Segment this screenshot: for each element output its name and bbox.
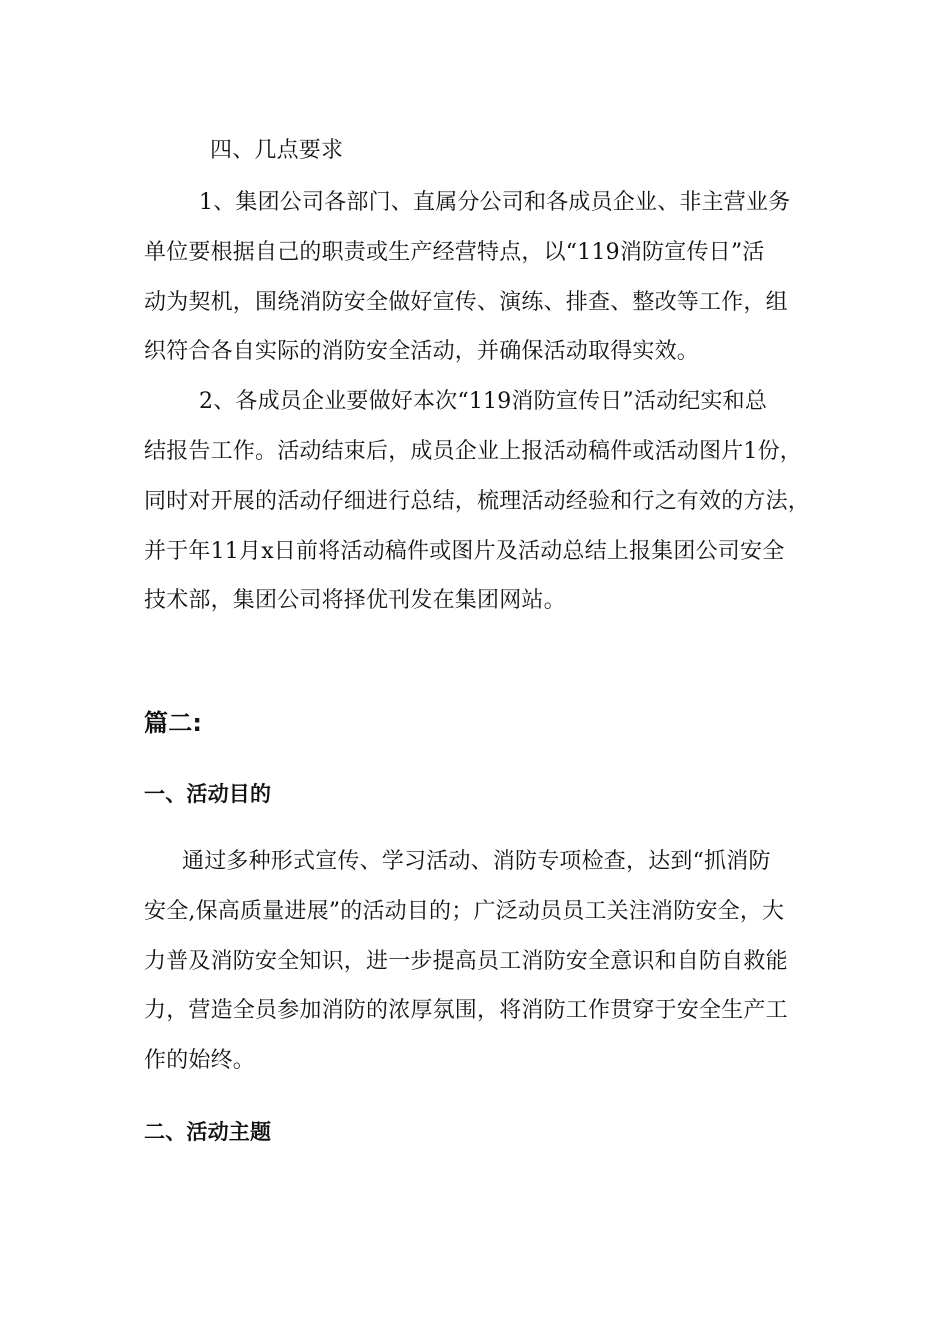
- paragraph-line: 通过多种形式宣传、学习活动、消防专项检查，达到“抓消防: [182, 849, 771, 874]
- paragraph-line: 1、集团公司各部门、直属分公司和各成员企业、非主营业务: [199, 190, 791, 215]
- paragraph-line: 技术部，集团公司将择优刊发在集团网站。: [144, 588, 566, 613]
- paragraph-line: 作的始终。: [144, 1048, 256, 1073]
- paragraph-line: 并于年11月x日前将活动稿件或图片及活动总结上报集团公司安全: [144, 539, 785, 564]
- paragraph-line: 2、各成员企业要做好本次“119消防宣传日”活动纪实和总: [199, 389, 768, 414]
- paragraph-line: 结报告工作。活动结束后，成员企业上报活动稿件或活动图片1份，: [144, 439, 802, 464]
- section-heading-requirements: 四、几点要求: [210, 138, 344, 163]
- part-title: 篇二:: [144, 709, 203, 737]
- section-heading-theme: 二、活动主题: [144, 1120, 272, 1144]
- paragraph-line: 织符合各自实际的消防安全活动，并确保活动取得实效。: [144, 339, 700, 364]
- paragraph-line: 动为契机，围绕消防安全做好宣传、演练、排查、整改等工作，组: [144, 290, 788, 315]
- paragraph-line: 力普及消防安全知识，进一步提高员工消防安全意识和自防自救能: [144, 949, 788, 974]
- paragraph-line: 同时对开展的活动仔细进行总结，梳理活动经验和行之有效的方法，: [144, 489, 811, 514]
- section-heading-purpose: 一、活动目的: [144, 782, 272, 806]
- paragraph-line: 安全,保高质量进展”的活动目的；广泛动员员工关注消防安全，大: [144, 899, 785, 924]
- paragraph-line: 力，营造全员参加消防的浓厚氛围，将消防工作贯穿于安全生产工: [144, 998, 788, 1023]
- paragraph-line: 单位要根据自己的职责或生产经营特点，以“119消防宣传日”活: [144, 240, 765, 265]
